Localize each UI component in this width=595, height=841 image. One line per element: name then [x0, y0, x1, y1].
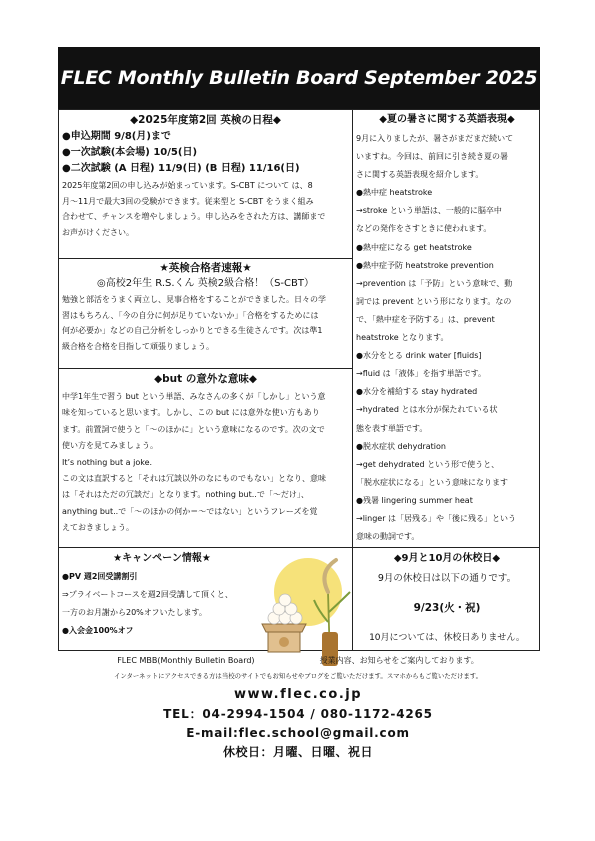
winners-text-line: 習はもちろん、「今の自分に何が足りていないか」「合格をするためには: [62, 310, 319, 320]
email-link[interactable]: E-mail:flec.school@gmail.com: [186, 726, 410, 740]
heat-text-line: ●熱中症予防 heatstroke prevention: [356, 260, 494, 270]
heat-text-line: →get dehydrated という形で使うと、: [356, 459, 500, 469]
but-text-line: anything but..で「～のほかの何か＝～ではない」というフレーズを覚: [62, 506, 318, 516]
website-link[interactable]: www.flec.co.jp: [233, 687, 363, 702]
holiday-section: [356, 550, 538, 650]
exam-title: ◆2025年度第2回 英検の日程◆: [130, 114, 281, 126]
holiday-october: 10月については、休校日ありません。: [369, 633, 525, 643]
campaign-section: [62, 550, 262, 650]
heat-text-line: →prevention は「予防」という意味で、動: [356, 278, 513, 288]
winners-subtitle: ◎高校2年生 R.S.くん 英検2級合格！（S-CBT）: [96, 278, 314, 289]
campaign-item: ●PV 週2回受講割引: [62, 572, 138, 581]
heat-text-line: →hydrated とは水分が保たれている状: [356, 405, 498, 415]
holiday-title: ◆9月と10月の休校日◆: [393, 553, 501, 564]
footer-web-note: インターネットにアクセスできる方は当校のサイトでもお知らせやブログをご覧いただけます。スマホからもご覧いただけます。: [113, 672, 483, 680]
heat-text-line: ●熱中症 heatstroke: [356, 188, 433, 198]
heat-text-line: さに関する英語表現を紹介します。: [356, 170, 484, 180]
footer-intro-right: 授業内容、お知らせをご案内しております。: [319, 656, 479, 665]
heat-text-line: →fluid は「液体」を指す単語です。: [356, 369, 487, 379]
winners-section: [62, 260, 349, 367]
closed-days: 休校日：月曜、日曜、祝日: [222, 745, 373, 759]
exam-schedule-section: [62, 111, 349, 257]
heat-text-line: ●脱水症状 dehydration: [356, 441, 446, 451]
campaign-item: ●入会金100%オフ: [62, 626, 134, 635]
heat-text-line: 態を表す単語です。: [356, 423, 428, 433]
heat-text-line: などの発作をさすときに使われます。: [356, 224, 492, 234]
heat-text-line: ●残暑 lingering summer heat: [356, 495, 473, 505]
heat-title: ◆夏の暑さに関する英語表現◆: [379, 114, 515, 125]
tsukimi-illustration: [258, 552, 354, 672]
heat-text-line: →linger は「居残る」や「後に残る」という: [356, 513, 517, 523]
but-text-line: ます。前置詞で使うと「～のほかに」という意味になるのです。次の文で: [62, 424, 325, 434]
page-title: FLEC Monthly Bulletin Board September 2025: [60, 67, 538, 89]
exam-text-line: お声がけください。: [62, 227, 134, 237]
header-banner: [58, 47, 540, 109]
but-text-line: 中学1年生で習う but という単語、みなさんの多くが「しかし」という意: [62, 392, 326, 401]
but-text-line: この文は直訳すると「それは冗談以外のなにものでもない」となり、意味: [62, 474, 326, 484]
winners-text-line: 勉強と部活をうまく両立し、見事合格をすることができました。日々の学: [62, 295, 326, 304]
exam-bullet: ●一次試験(本会場) 10/5(日): [62, 147, 198, 158]
heat-text-line: 「脱水症状になる」という意味になります: [356, 477, 508, 487]
footer-intro-left: FLEC MBB(Monthly Bulletin Board): [117, 656, 255, 665]
holiday-date: 9/23(火・祝): [413, 602, 481, 614]
winners-text-line: 級合格を合格を目指して頑張りましょう。: [62, 341, 214, 351]
exam-text-line: 月～11月で最大3回の受験ができます。従来型と S-CBT をうまく組み: [62, 196, 314, 206]
heat-text-line: 詞では prevent という形になります。なの: [356, 296, 512, 306]
but-text-line: えておきましょう。: [62, 523, 134, 533]
section-divider: [58, 368, 352, 369]
but-section: [62, 370, 349, 546]
exam-bullet: ●申込期間 9/8(月)まで: [62, 131, 171, 142]
holiday-intro: 9月の休校日は以下の通りです。: [377, 573, 517, 584]
winners-title: ★英検合格者速報★: [159, 262, 252, 274]
heat-text-line: 9月に入りましたが、暑さがまだまだ続いて: [356, 134, 514, 143]
heat-text-line: 意味の動詞です。: [356, 532, 420, 542]
heat-text-line: heatstroke となります。: [356, 333, 449, 343]
heat-text-line: ●水分を補給する stay hydrated: [356, 387, 478, 397]
section-divider: [58, 547, 540, 548]
heat-text-line: →stroke という単語は、一般的に脳卒中: [356, 206, 502, 216]
heat-text-line: で、「熱中症を予防する」は、prevent: [356, 314, 495, 324]
campaign-item: 一方のお月謝から20%オフいたします。: [62, 608, 207, 617]
heat-expressions-section: [356, 111, 538, 546]
but-text-line: 味を知っていると思います。しかし、この but には意外な使い方もあり: [62, 408, 320, 418]
winners-text-line: 何が必要か」などの自己分析をしっかりとできる生徒さんです。次は準1: [62, 326, 323, 335]
exam-text-line: 2025年度第2回の申し込みが始まっています。S-CBT について は、8: [62, 181, 313, 190]
section-divider: [58, 258, 352, 259]
campaign-title: ★キャンペーン情報★: [113, 553, 211, 564]
telephone: TEL：04-2994-1504 / 080-1172-4265: [163, 707, 433, 721]
exam-bullet: ●二次試験 (A 日程) 11/9(日) (B 日程) 11/16(日): [62, 163, 300, 174]
heat-text-line: ●熱中症になる get heatstroke: [356, 242, 472, 252]
but-example-sentence: It’s nothing but a joke.: [62, 457, 153, 467]
but-text-line: は「それはただの冗談だ」となります。nothing but..で「～だけ」、: [62, 490, 309, 500]
exam-text-line: 合わせて、チャンスを増やしましょう。申し込みをされた方は、講師まで: [62, 212, 326, 221]
but-title: ◆but の意外な意味◆: [154, 373, 257, 385]
heat-text-line: ●水分をとる drink water [fluids]: [356, 351, 482, 361]
heat-text-line: いますね。今回は、前回に引き続き夏の暑: [356, 152, 508, 162]
but-text-line: 使い方を見てみましょう。: [62, 441, 158, 451]
campaign-item: ⇒プライベートコースを週2回受講して頂くと、: [62, 590, 233, 599]
footer-intro: [60, 655, 536, 667]
